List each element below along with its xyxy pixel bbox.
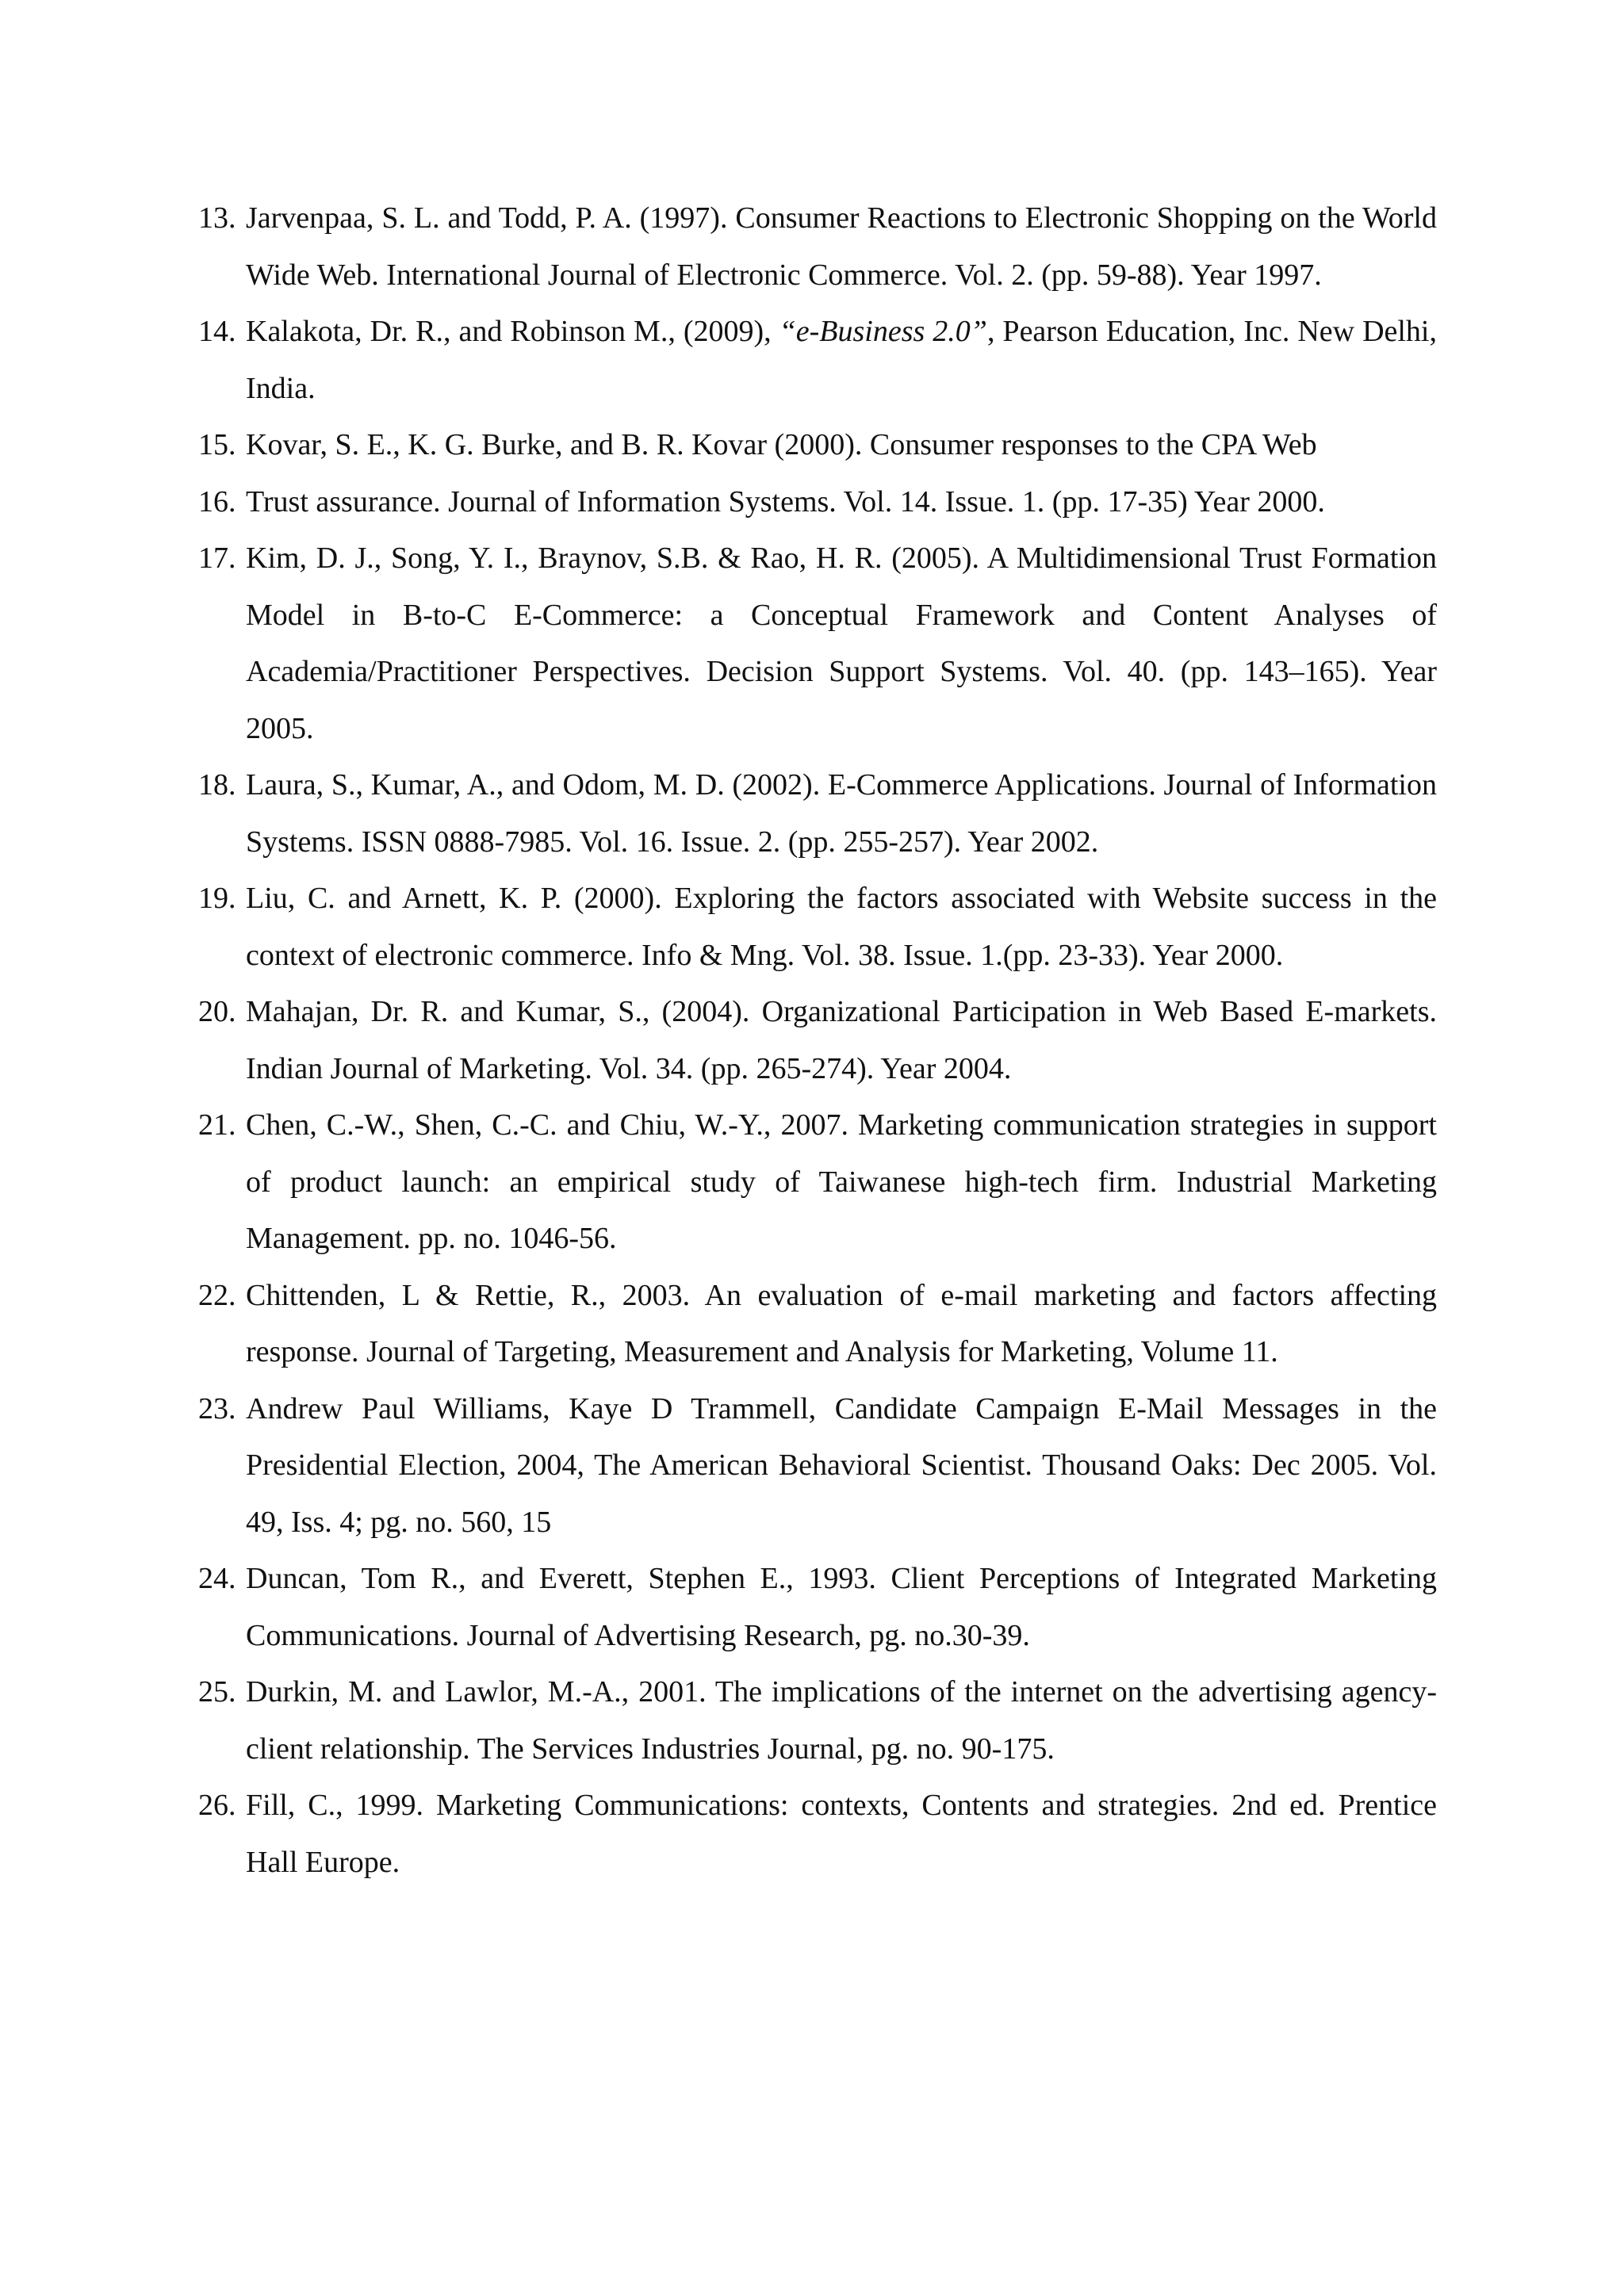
reference-item-18 xyxy=(198,757,1437,871)
reference-item-16 xyxy=(198,474,1437,531)
reference-text: Chen, C.-W., Shen, C.-C. and Chiu, W.-Y., 2007. Marketing communication strategies in support of product launch: an empirical study of Taiwanese high-tech firm. Industrial Marketing Management. pp. no. 1046-56. xyxy=(246,1108,1437,1255)
reference-item-21 xyxy=(198,1097,1437,1268)
reference-number: 22. xyxy=(198,1278,236,1312)
reference-number: 18. xyxy=(198,768,236,802)
reference-number: 19. xyxy=(198,882,236,915)
reference-item-23 xyxy=(198,1381,1437,1552)
reference-number: 20. xyxy=(198,995,236,1028)
reference-item-22 xyxy=(198,1268,1437,1381)
reference-item-17 xyxy=(198,530,1437,757)
reference-text: Jarvenpaa, S. L. and Todd, P. A. (1997). Consumer Reactions to Electronic Shopping on the World Wide Web. International Journal of Electronic Commerce. Vol. 2. (pp. 59-88). Year 1997. xyxy=(246,201,1437,292)
reference-text: Duncan, Tom R., and Everett, Stephen E., 1993. Client Perceptions of Integrated Marketing Communications. Journal of Advertising Research, pg. no.30-39. xyxy=(246,1562,1437,1652)
reference-number: 16. xyxy=(198,484,236,519)
reference-text: Andrew Paul Williams, Kaye D Trammell, Candidate Campaign E-Mail Messages in the Presidential Election, 2004, The American Behavioral Scientist. Thousand Oaks: Dec 2005. Vol. 49, Iss. 4; pg. no. 560, 15 xyxy=(246,1391,1437,1539)
reference-text: Chittenden, L & Rettie, R., 2003. An evaluation of e-mail marketing and factors affecting response. Journal of Targeting, Measurement and Analysis for Marketing, Volume 11. xyxy=(246,1278,1437,1368)
reference-item-20 xyxy=(198,984,1437,1097)
reference-text: Laura, S., Kumar, A., and Odom, M. D. (2002). E-Commerce Applications. Journal of Information Systems. ISSN 0888-7985. Vol. 16. Issue. 2. (pp. 255-257). Year 2002. xyxy=(246,768,1437,859)
reference-item-24 xyxy=(198,1551,1437,1664)
reference-number: 14. xyxy=(198,315,236,348)
reference-number: 15. xyxy=(198,428,236,461)
reference-item-13 xyxy=(198,190,1437,304)
reference-text-after: , Pearson Education, Inc. New Delhi, India. xyxy=(246,315,1437,405)
reference-text: Kovar, S. E., K. G. Burke, and B. R. Kovar (2000). Consumer responses to the CPA Web xyxy=(246,428,1317,461)
reference-title-italic: “e-Business 2.0” xyxy=(779,315,987,348)
reference-text: Durkin, M. and Lawlor, M.-A., 2001. The implications of the internet on the advertising agency-client relationship. The Services Industries Journal, pg. no. 90-175. xyxy=(246,1675,1437,1766)
reference-number: 17. xyxy=(198,541,236,575)
reference-list xyxy=(198,190,1437,1891)
reference-item-19 xyxy=(198,871,1437,984)
reference-number: 25. xyxy=(198,1675,236,1709)
reference-text: Trust assurance. Journal of Information Systems. Vol. 14. Issue. 1. (pp. 17-35) Year 2000. xyxy=(246,484,1325,519)
reference-number: 13. xyxy=(198,201,236,235)
reference-number: 23. xyxy=(198,1391,236,1425)
reference-text: Fill, C., 1999. Marketing Communications: contexts, Contents and strategies. 2nd ed. Prentice Hall Europe. xyxy=(246,1789,1437,1879)
reference-text xyxy=(246,304,1437,417)
reference-item-26 xyxy=(198,1777,1437,1891)
reference-text: Liu, C. and Arnett, K. P. (2000). Exploring the factors associated with Website success in the context of electronic commerce. Info & Mng. Vol. 38. Issue. 1.(pp. 23-33). Year 2000. xyxy=(246,882,1437,972)
reference-number: 21. xyxy=(198,1108,236,1142)
reference-text: Mahajan, Dr. R. and Kumar, S., (2004). Organizational Participation in Web Based E-markets. Indian Journal of Marketing. Vol. 34. (pp. 265-274). Year 2004. xyxy=(246,995,1437,1085)
reference-item-25 xyxy=(198,1664,1437,1777)
reference-text-before: Kalakota, Dr. R., and Robinson M., (2009), xyxy=(246,315,779,348)
reference-text: Kim, D. J., Song, Y. I., Braynov, S.B. & Rao, H. R. (2005). A Multidimensional Trust Formation Model in B-to-C E-Commerce: a Conceptual Framework and Content Analyses of Academia/Practitioner Perspectives. Decision Support Systems. Vol. 40. (pp. 143–165). Year 2005. xyxy=(246,541,1437,745)
reference-number: 26. xyxy=(198,1789,236,1822)
reference-item-15 xyxy=(198,417,1437,474)
reference-item-14 xyxy=(198,304,1437,417)
reference-number: 24. xyxy=(198,1562,236,1595)
